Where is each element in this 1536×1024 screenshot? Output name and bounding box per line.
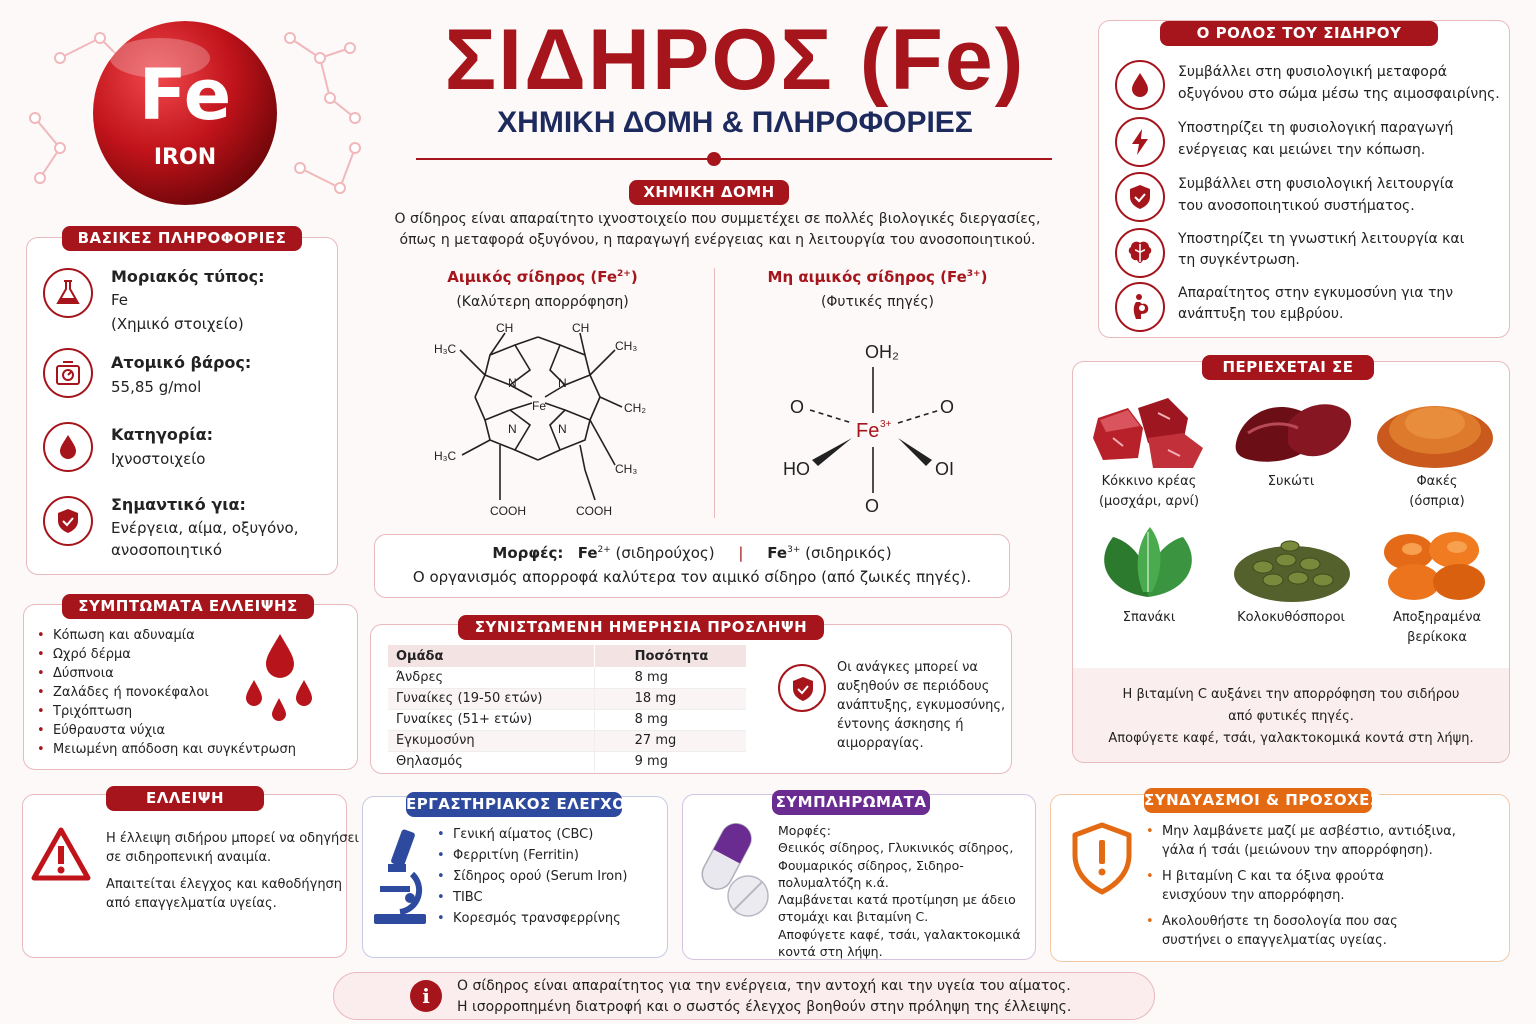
warning-icon	[30, 826, 92, 884]
intake-cell-group: Γυναίκες (51+ ετών)	[396, 712, 533, 727]
dried-apricots-image	[1374, 522, 1496, 604]
lab-item: • Φερριτίνη (Ferritin)	[437, 845, 627, 866]
symptom-item: • Τριχόπτωση	[37, 702, 296, 721]
heme-label-ch3-bot: CH₃	[615, 462, 638, 476]
symptom-item: • Ωχρό δέρμα	[37, 645, 296, 664]
heme-label-h3c-bot: H₃C	[434, 449, 457, 463]
food-label-apricots: Αποξηραμένα βερίκοκα	[1392, 610, 1482, 645]
heme-label-fe: Fe	[532, 399, 547, 413]
table-row	[388, 667, 746, 688]
symptoms-title: ΣΥΜΠΤΩΜΑΤΑ ΕΛΛΕΙΨΗΣ	[62, 594, 314, 619]
lab-item: • Κορεσμός τρανσφερρίνης	[437, 908, 627, 929]
intake-cell-amount: 18 mg	[594, 688, 746, 709]
footer-line-2: Η ισορροπημένη διατροφή και ο σωστός έλεγχος βοηθούν στην πρόληψη της έλλειψης.	[457, 999, 1072, 1015]
table-row	[388, 688, 746, 709]
basic-value-weight: 55,85 g/mol	[111, 378, 202, 396]
chemical-title: ΧΗΜΙΚΗ ΔΟΜΗ	[629, 180, 789, 205]
shield-check-icon	[1115, 172, 1165, 222]
nonheme-label-ho: HO	[783, 459, 810, 479]
heme-label-ch-left: CH	[496, 321, 514, 335]
nonheme-label-o-left: O	[790, 397, 805, 417]
basic-note-formula: (Χημικό στοιχείο)	[111, 315, 244, 333]
food-label-lentils: Φακές (όσπρια)	[1409, 474, 1465, 509]
foods-note-1: Η βιταμίνη C αυξάνει την απορρόφηση του σιδήρου	[1122, 687, 1460, 702]
symptom-item: • Δύσπνοια	[37, 664, 296, 683]
brain-icon	[1115, 228, 1165, 278]
shield-warning-icon	[1070, 822, 1134, 896]
food-label-spinach: Σπανάκι	[1122, 610, 1176, 625]
lab-title: ΕΡΓΑΣΤΗΡΙΑΚΟΣ ΕΛΕΓΧΟΣ	[406, 792, 622, 817]
intake-note: Οι ανάγκες μπορεί να αυξηθούν σε περιόδους ανάπτυξης, εγκυμοσύνης, έντονης άσκησης ή αιμορραγίας.	[837, 660, 1006, 751]
nonheme-structure	[780, 335, 970, 520]
nonheme-title: Μη αιμικός σίδηρος $(Fe^{3+})$	[767, 268, 988, 286]
capsule-pill-icon	[692, 816, 774, 920]
basic-label-important: Σημαντικό για:	[111, 495, 246, 514]
intake-col-group: Ομάδα	[396, 648, 444, 664]
nonheme-label-oh2: OH₂	[865, 342, 899, 362]
lab-item: • Σίδηρος ορού (Serum Iron)	[437, 866, 627, 887]
lab-list	[437, 824, 627, 929]
foods-title: ΠΕΡΙΕΧΕΤΑΙ ΣΕ	[1202, 355, 1374, 380]
heme-label-n1: N	[508, 376, 517, 390]
nonheme-label-fe-charge: 3+	[880, 419, 892, 430]
shield-alert-icon	[778, 664, 826, 712]
forms-note: Ο οργανισμός απορροφά καλύτερα τον αιμικό σίδηρο (από ζωικές πηγές).	[412, 568, 972, 586]
combos-list	[1146, 822, 1456, 950]
intake-cell-amount: 8 mg	[594, 709, 746, 730]
role-3-line1: Συμβάλλει στη φυσιολογική λειτουργία	[1178, 176, 1454, 192]
heme-label-n2: N	[558, 376, 567, 390]
combo-item: • Ακολουθήστε τη δοσολογία που σας συστήνει ο επαγγελματίας υγείας.	[1146, 912, 1456, 950]
divider-dot	[707, 152, 721, 166]
combo-item: • Μην λαμβάνετε μαζί με ασβέστιο, αντιόξινα, γάλα ή τσάι (μειώνουν την απορρόφηση).	[1146, 822, 1456, 860]
deficiency-p2: Απαιτείται έλεγχος και καθοδήγηση από επαγγελματία υγείας.	[106, 877, 343, 911]
spinach-image	[1088, 522, 1210, 604]
drop-icon	[43, 422, 93, 472]
intake-table	[388, 645, 746, 772]
heme-label-ch2: CH₂	[624, 401, 646, 415]
role-3-line2: του ανοσοποιητικού συστήματος.	[1178, 198, 1415, 214]
basic-label-category: Κατηγορία:	[111, 425, 213, 444]
foods-note-2: από φυτικές πηγές.	[1228, 709, 1354, 724]
info-icon: i	[410, 980, 442, 1012]
lab-item: • Γενική αίματος (CBC)	[437, 824, 627, 845]
nonheme-label-fe: Fe	[856, 420, 880, 442]
table-row	[388, 709, 746, 730]
foods-note-3: Αποφύγετε καφέ, τσάι, γαλακτοκομικά κοντά στη λήψη.	[1108, 731, 1474, 746]
intake-header-row	[388, 645, 746, 667]
lightning-icon	[1115, 117, 1165, 167]
chemical-intro-2: όπως η μεταφορά οξυγόνου, η παραγωγή ενέργειας και η λειτουργία του ανοσοποιητικού.	[399, 232, 1036, 248]
table-row	[388, 730, 746, 751]
heme-label-ch-right: CH	[572, 321, 590, 335]
nonheme-label-oi: OI	[935, 459, 955, 479]
role-4-line1: Υποστηρίζει τη γνωστική λειτουργία και	[1178, 231, 1465, 247]
page-title: ΣΙΔΗΡΟΣ (Fe)	[444, 12, 1026, 108]
heme-label-cooh-left: COOH	[490, 504, 526, 518]
microscope-icon	[370, 828, 430, 928]
heme-structure	[420, 315, 670, 525]
forms-line: Μορφές: $Fe^{2+}$ (σιδηρούχος) | $Fe^{3+}$ (σιδηρικός)	[492, 544, 892, 562]
heme-label-n4: N	[558, 422, 567, 436]
chemical-intro-1: Ο σίδηρος είναι απαραίτητο ιχνοστοιχείο που συμμετέχει σε πολλές βιολογικές διεργασίες,	[394, 211, 1041, 227]
flask-icon	[43, 268, 93, 318]
heme-label-ch3-top: CH₃	[615, 339, 638, 353]
combo-item: • Η βιταμίνη C και τα όξινα φρούτα ενισχύουν την απορρόφηση.	[1146, 867, 1456, 905]
scale-icon	[43, 348, 93, 398]
deficiency-p1: Η έλλειψη σιδήρου μπορεί να οδηγήσει σε σιδηροπενική αναιμία.	[106, 831, 359, 865]
title-divider	[416, 158, 1052, 160]
role-2-line1: Υποστηρίζει τη φυσιολογική παραγωγή	[1178, 120, 1454, 136]
footer-line-1: Ο σίδηρος είναι απαραίτητος για την ενέργεια, την αντοχή και την υγεία του αίματος.	[457, 978, 1071, 994]
intake-cell-group: Θηλασμός	[396, 754, 463, 770]
intake-title: ΣΥΝΙΣΤΩΜΕΝΗ ΗΜΕΡΗΣΙΑ ΠΡΟΣΛΗΨΗ	[458, 615, 824, 640]
food-label-liver: Συκώτι	[1267, 474, 1315, 489]
food-label-seeds: Κολοκυθόσποροι	[1237, 610, 1345, 625]
intake-cell-amount: 8 mg	[594, 667, 746, 688]
basic-value-important: Ενέργεια, αίμα, οξυγόνο,	[111, 519, 299, 537]
role-5-line1: Απαραίτητος στην εγκυμοσύνη για την	[1178, 285, 1454, 301]
symptom-item: • Μειωμένη απόδοση και συγκέντρωση	[37, 740, 296, 759]
nonheme-label-o-bottom: O	[865, 496, 880, 516]
symptom-item: • Ζαλάδες ή πονοκέφαλοι	[37, 683, 296, 702]
intake-col-amount: Ποσότητα	[594, 645, 746, 667]
intake-cell-group: Εγκυμοσύνη	[396, 733, 475, 748]
intake-cell-amount: 9 mg	[594, 751, 746, 772]
blood-drops-icon	[240, 632, 320, 732]
basic-label-weight: Ατομικό βάρος:	[111, 353, 252, 372]
intake-cell-group: Άνδρες	[396, 669, 444, 685]
pregnancy-icon	[1115, 282, 1165, 332]
role-title: Ο ΡΟΛΟΣ ΤΟΥ ΣΙΔΗΡΟΥ	[1160, 21, 1438, 46]
symptom-item: • Κόπωση και αδυναμία	[37, 626, 296, 645]
structure-divider	[714, 268, 715, 518]
basic-note-important: ανοσοποιητικό	[111, 541, 223, 559]
deficiency-title: ΕΛΛΕΙΨΗ	[106, 786, 264, 811]
basic-value-formula: Fe	[111, 291, 129, 309]
role-1-line1: Συμβάλλει στη φυσιολογική μεταφορά	[1178, 64, 1447, 80]
shield-icon	[43, 496, 93, 546]
combos-title: ΣΥΝΔΥΑΣΜΟΙ & ΠΡΟΣΟΧΕΣ	[1144, 788, 1372, 813]
role-1-line2: οξυγόνου στο σώμα μέσω της αιμοσφαιρίνης.	[1178, 86, 1500, 102]
intake-cell-group: Γυναίκες (19-50 ετών)	[396, 691, 543, 706]
logo-name: IRON	[153, 145, 217, 170]
role-5-line2: ανάπτυξη του εμβρύου.	[1178, 306, 1344, 322]
role-2-line2: ενέργειας και μειώνει την κόπωση.	[1178, 142, 1426, 158]
heme-label-cooh-right: COOH	[576, 504, 612, 518]
lentils-image	[1374, 388, 1496, 470]
heme-label-h3c-top: H₃C	[434, 342, 457, 356]
basic-info-title: ΒΑΣΙΚΕΣ ΠΛΗΡΟΦΟΡΙΕΣ	[62, 226, 302, 251]
logo-symbol: Fe	[138, 54, 232, 136]
liver-image	[1228, 388, 1356, 470]
heme-label-n3: N	[508, 422, 517, 436]
page-subtitle: ΧΗΜΙΚΗ ΔΟΜΗ & ΠΛΗΡΟΦΟΡΙΕΣ	[497, 106, 973, 139]
intake-cell-amount: 27 mg	[594, 730, 746, 751]
blood-drop-icon	[1115, 60, 1165, 110]
food-label-meat: Κόκκινο κρέας (μοσχάρι, αρνί)	[1098, 474, 1200, 509]
red-meat-image	[1088, 388, 1210, 470]
heme-title: Αιμικός σίδηρος $(Fe^{2+})$	[447, 268, 638, 286]
supplements-text: Μορφές: Θειικός σίδηρος, Γλυκινικός σίδηρος, Φουμαρικός σίδηρος, Σιδηρο- πολυμαλτόζη κ.ά. Λαμβάνεται κατά προτίμηση με άδειο στομάχι και βιταμίνη C. Αποφύγετε καφέ, τσάι, γαλακτοκομικά κοντά στη λήψη.	[778, 823, 1021, 960]
role-4-line2: τη συγκέντρωση.	[1178, 252, 1300, 268]
table-row	[388, 751, 746, 772]
basic-value-category: Ιχνοστοιχείο	[111, 450, 206, 468]
heme-subtitle: (Καλύτερη απορρόφηση)	[456, 294, 629, 310]
supplements-title: ΣΥΜΠΛΗΡΩΜΑΤΑ	[772, 790, 930, 815]
nonheme-subtitle: (Φυτικές πηγές)	[820, 294, 935, 310]
nonheme-label-o-right: O	[940, 397, 955, 417]
lab-item: • TIBC	[437, 887, 627, 908]
basic-label-formula: Μοριακός τύπος:	[111, 267, 265, 286]
pumpkin-seeds-image	[1228, 522, 1356, 604]
symptom-item: • Εύθραυστα νύχια	[37, 721, 296, 740]
